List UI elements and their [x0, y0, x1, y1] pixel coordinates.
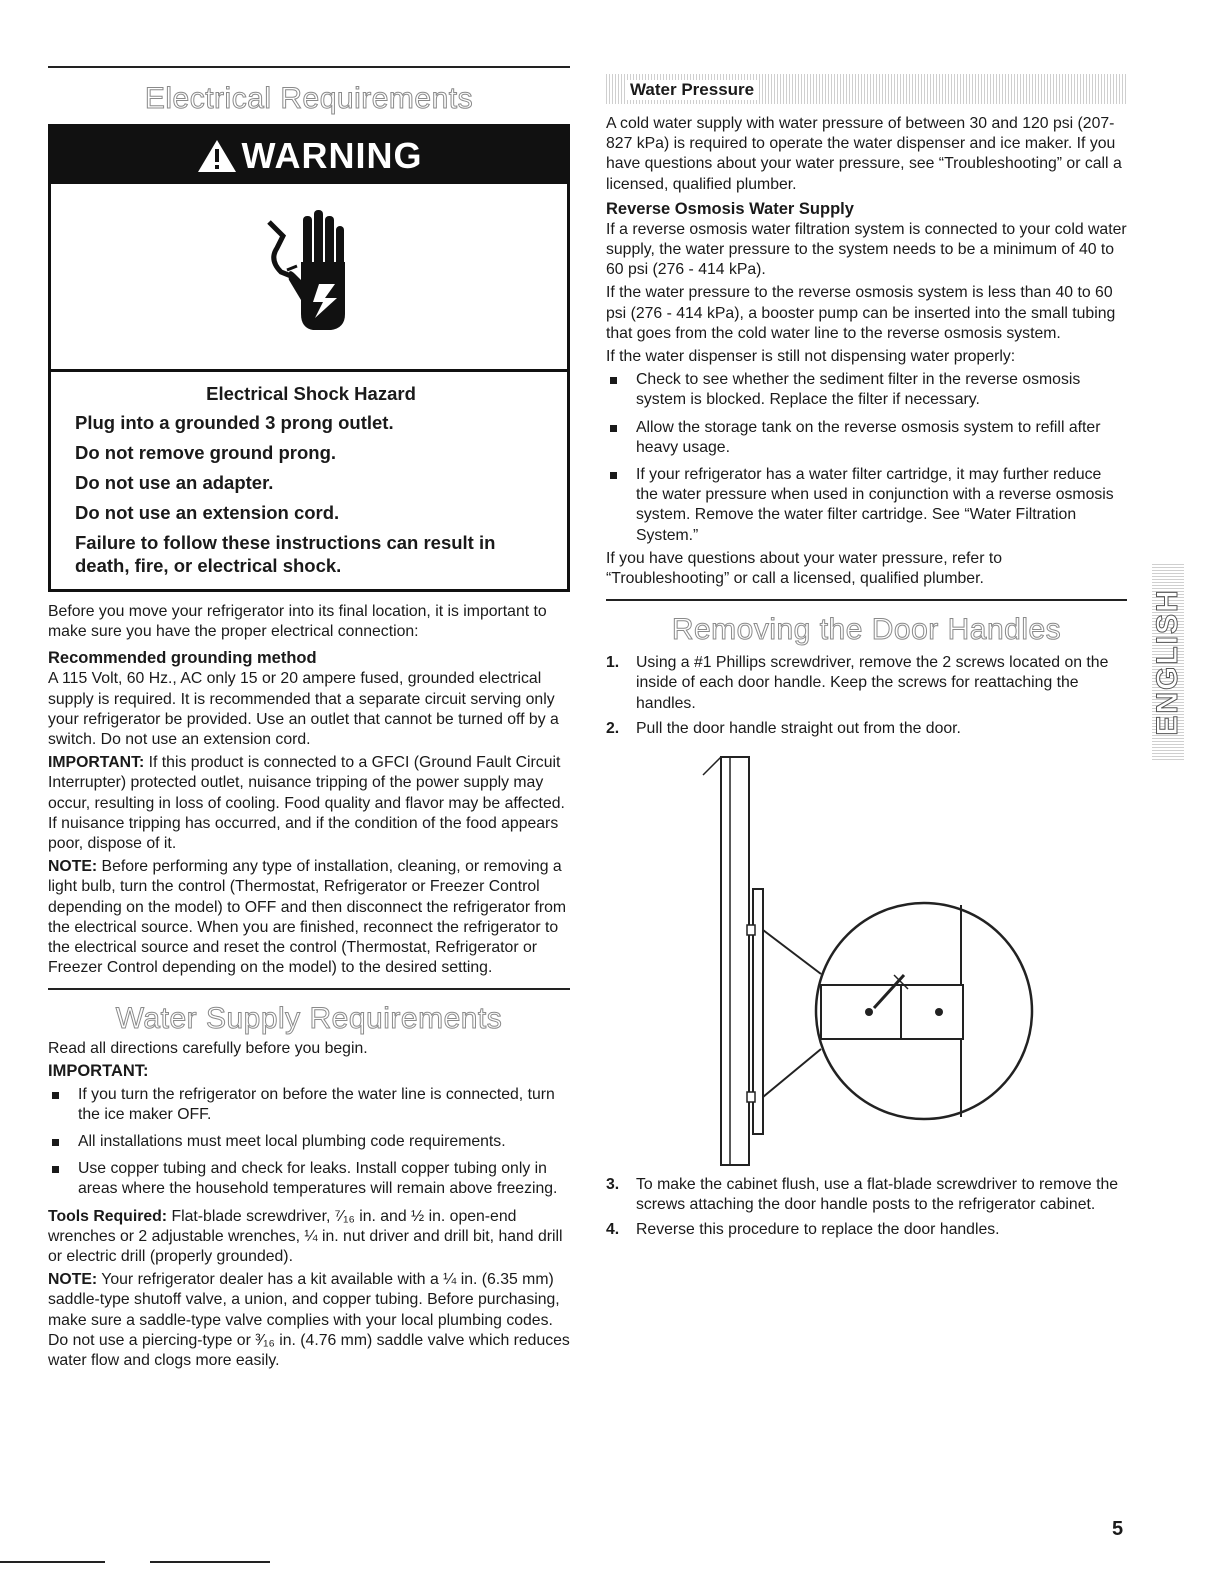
right-column	[606, 0, 1127, 1241]
water-supply-title: Water Supply Requirements	[115, 1002, 503, 1036]
warning-hazard: Electrical Shock Hazard	[206, 383, 416, 404]
step-number: 1.	[606, 654, 620, 672]
list-item	[606, 1220, 1127, 1240]
section-rule	[48, 66, 570, 68]
reverse-osmosis-heading: Reverse Osmosis Water Supply	[606, 199, 854, 218]
removing-door-handles-title: Removing the Door Handles	[671, 613, 1062, 647]
warning-line: Plug into a grounded 3 prong outlet.	[75, 412, 394, 433]
pressure-questions: If you have questions about your water pressure, refer to “Troubleshooting” or call a licensed, qualified plumber.	[606, 549, 1003, 588]
note2-paragraph	[48, 1270, 570, 1371]
note-paragraph	[48, 857, 570, 978]
list-item: All installations must meet local plumbing code requirements.	[48, 1132, 570, 1152]
warning-line: Do not use an adapter.	[75, 472, 274, 493]
list-item: Check to see whether the sediment filter in the reverse osmosis system is blocked. Replace the filter if necessary.	[606, 370, 1127, 410]
warning-header	[51, 127, 567, 184]
warning-text	[51, 372, 567, 589]
important-paragraph	[48, 753, 570, 854]
handle-steps-continued	[606, 1175, 1127, 1241]
reverse-osmosis-text: If the water pressure to the reverse osmosis system is less than 40 to 60 psi (276 - 414 kPa), a booster pump can be inserted into the small tubing that goes from the cold water line to the reverse osmosis system.	[606, 284, 1116, 342]
warning-line: Do not remove ground prong.	[75, 442, 337, 463]
left-column	[48, 0, 570, 1371]
warning-line: Failure to follow these instructions can result in death, fire, or electrical shock.	[75, 532, 496, 576]
list-item	[606, 653, 1127, 714]
reverse-osmosis-bullets	[606, 370, 1127, 546]
step-text: To make the cabinet flush, use a flat-blade screwdriver to remove the screws attaching the door handle posts to the refrigerator cabinet.	[636, 1176, 1119, 1214]
grounding-text: A 115 Volt, 60 Hz., AC only 15 or 20 ampere fused, grounded electrical supply is required. It is recommended that a separate circuit serving only your refrigerator be provided. Use an outlet that cannot be turned off by a switch. Do not use an extension cord.	[48, 670, 559, 749]
warning-icon-area	[51, 184, 567, 372]
read-all-directions: Read all directions carefully before you begin.	[48, 1040, 368, 1058]
water-pressure-heading: Water Pressure	[626, 80, 758, 100]
important-text: If this product is connected to a GFCI (Ground Fault Circuit Interrupter) protected outlet, nuisance tripping of the power supply may occur, resulting in loss of cooling. Food quality and flavor may be affected. If nuisance tripping has occurred, and if the condition of the food appears poor, dispose of it.	[48, 754, 565, 853]
important-heading: IMPORTANT:	[48, 1061, 149, 1080]
reverse-osmosis-text: If the water dispenser is still not dispensing water properly:	[606, 348, 1016, 366]
warning-box	[48, 124, 570, 592]
section-rule	[48, 988, 570, 990]
step-number: 2.	[606, 719, 620, 737]
water-supply-bullets	[48, 1085, 570, 1200]
warning-word: WARNING	[241, 134, 423, 176]
side-tab-label: ENGLISH	[1151, 588, 1184, 736]
warning-triangle-icon	[196, 138, 238, 174]
note2-text: Your refrigerator dealer has a kit available with a ¼ in. (6.35 mm) saddle-type shutoff valve, a union, and copper tubing. Before purchasing, make sure a saddle-type valve complies with your local plumbing codes. Do not use a piercing-type or ³⁄₁₆ in. (4.76 mm) saddle valve which reduces water flow and clogs more easily.	[48, 1271, 570, 1370]
page-number: 5	[1112, 1518, 1124, 1540]
section-rule	[606, 599, 1127, 601]
footer-rule	[150, 1561, 270, 1563]
water-pressure-heading-bar	[606, 74, 1127, 104]
reverse-osmosis-text: If a reverse osmosis water filtration system is connected to your cold water supply, the water pressure to the system needs to be a minimum of 40 to 60 psi (276 - 414 kPa).	[606, 220, 1127, 279]
step-number: 3.	[606, 1176, 620, 1194]
electrical-requirements-title: Electrical Requirements	[144, 82, 474, 115]
step-text: Using a #1 Phillips screwdriver, remove the 2 screws located on the inside of each door handle. Keep the screws for reattaching the handles.	[636, 654, 1109, 712]
step-text: Reverse this procedure to replace the door handles.	[636, 1221, 1000, 1239]
list-item	[606, 719, 1127, 739]
list-item	[606, 1175, 1127, 1215]
list-item: If your refrigerator has a water filter cartridge, it may further reduce the water pressure when used in conjunction with a reverse osmosis system. Remove the water filter cartridge. See “Water Filtration System.”	[606, 465, 1127, 546]
electric-shock-hand-icon	[249, 202, 369, 352]
water-pressure-text: A cold water supply with water pressure of between 30 and 120 psi (207-827 kPa) is required to operate the water dispenser and ice maker. If you have questions about your water pressure, see “Troubleshooting” or call a licensed, qualified plumber.	[606, 115, 1122, 193]
warning-line: Do not use an extension cord.	[75, 502, 340, 523]
list-item: If you turn the refrigerator on before the water line is connected, turn the ice maker OFF.	[48, 1085, 570, 1125]
language-side-tab	[1152, 564, 1184, 760]
tools-text: Flat-blade screwdriver, ⁷⁄₁₆ in. and ½ in. open-end wrenches or 2 adjustable wrenches, ¼ in. nut driver and drill bit, hand drill or electric drill (properly grounded).	[48, 1207, 563, 1266]
note-text: Before performing any type of installation, cleaning, or removing a light bulb, turn the control (Thermostat, Refrigerator or Freezer Control depending on the model) to OFF and then disconnect the refrigerator from the electrical source. When you are finished, reconnect the refrigerator to the electrical source and reset the control (Thermostat, Refrigerator or Freezer Control depending on the model) to the desired setting.	[48, 858, 567, 977]
electrical-intro: Before you move your refrigerator into its final location, it is important to make sure you have the proper electrical connection:	[48, 603, 547, 641]
list-item: Allow the storage tank on the reverse osmosis system to refill after heavy usage.	[606, 418, 1127, 458]
step-text: Pull the door handle straight out from the door.	[636, 719, 961, 737]
note2-label: NOTE:	[48, 1271, 98, 1289]
important-label: IMPORTANT:	[48, 754, 145, 772]
grounding-heading: Recommended grounding method	[48, 649, 317, 668]
tools-paragraph	[48, 1207, 570, 1268]
footer-rule	[0, 1561, 105, 1563]
door-handle-illustration	[606, 749, 1127, 1169]
tools-label: Tools Required:	[48, 1207, 168, 1225]
handle-steps	[606, 653, 1127, 739]
list-item: Use copper tubing and check for leaks. Install copper tubing only in areas where the household temperatures will remain above freezing.	[48, 1159, 570, 1199]
step-number: 4.	[606, 1221, 620, 1239]
note-label: NOTE:	[48, 858, 98, 876]
